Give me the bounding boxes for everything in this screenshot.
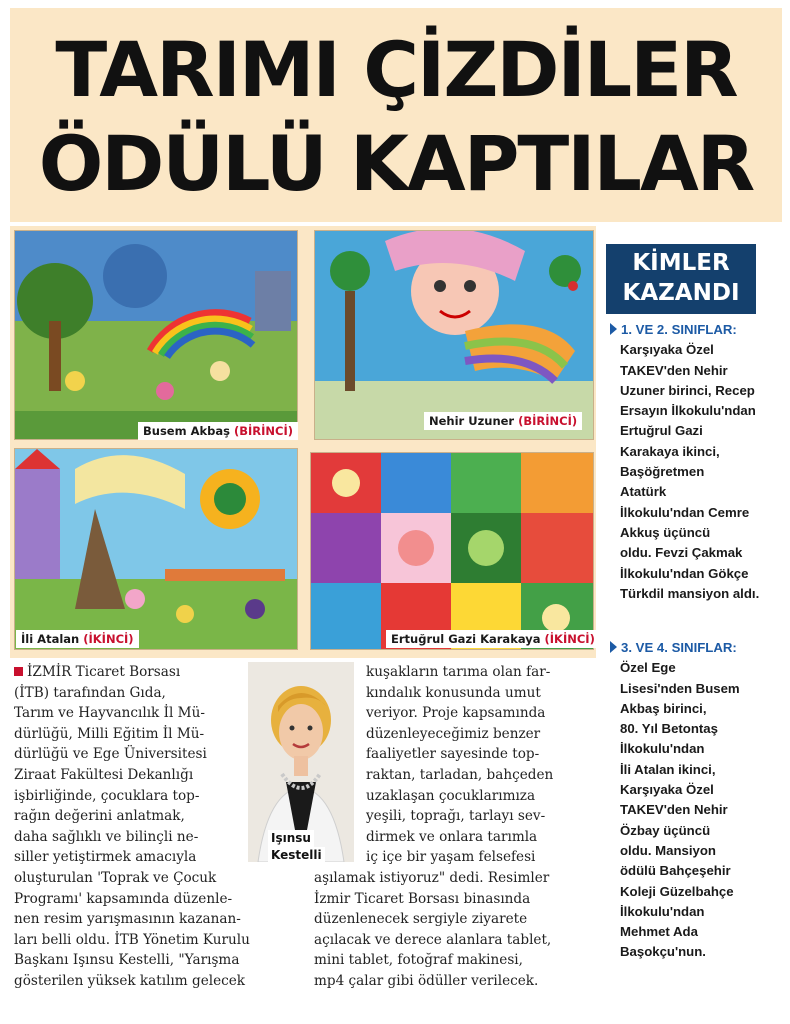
headline-banner [10, 8, 782, 222]
winners-sidebar [606, 234, 774, 1014]
drawing-ili-atalan [14, 448, 298, 650]
triangle-bullet-icon [610, 323, 617, 335]
article-column-2-bottom: aşılamak istiyoruz" dedi. Resimler İzmir Ticaret Borsası binasında düzenlenecek sergiyle ziyarete açılacak ve derece alanlara tablet, mini tablet, fotoğraf makinesi, mp4 çalar gibi ödüller verilecek. [314, 870, 552, 989]
drawing-ertugrul-gazi-karakaya [310, 452, 594, 650]
headline-line-2: ÖDÜLÜ KAPTILAR [38, 119, 754, 208]
winners-sidebar-title: KİMLER KAZANDI [606, 244, 756, 314]
triangle-bullet-icon [610, 641, 617, 653]
drawings-panel [10, 226, 596, 658]
headline-line-1: TARIMI ÇİZDİLER [55, 25, 737, 114]
drawing-busem-akbas [14, 230, 298, 440]
caption-nehir-uzuner: Nehir Uzuner (BİRİNCİ) [424, 412, 582, 430]
article-column-2-top: kuşakların tarıma olan far- kındalık konusunda umut veriyor. Proje kapsamında düzenleyeceğimiz benzer faaliyetler sayesinde top- raktan, tarladan, bahçeden uzaklaşan çocuklarımıza yeşili, toprağı, tarlayı sev- dirmek ve onlara tarımla iç içe bir yaşam felsefesi [366, 664, 554, 866]
article-column-1-top: İZMİR Ticaret Borsası (İTB) tarafından Gıda, Tarım ve Hayvancılık İl Mü- dürlüğü, Milli Eğitim İl Mü- dürlüğü ve Ege Üniversitesi Ziraat Fakültesi Dekanlığı işbirliğinde, çocuklara top- rağın değerini anlatmak, daha sağlıklı ve bilinçli ne- siller yetiştirmek amacıyla [14, 664, 207, 866]
drawing-nehir-uzuner [314, 230, 594, 440]
winners-section-grade-3-4: 3. VE 4. SINIFLAR: Özel Ege Lisesi'nden Busem Akbaş birinci, 80. Yıl Betontaş İlkokulu'ndan İli Atalan ikinci, Karşıyaka Özel TAKEV'den Nehir Özbay üçüncü oldu. Mansiyon ödülü Bahçeşehir Koleji Güzelbahçe İlkokulu'ndan Mehmet Ada Başokçu'nun. [610, 638, 740, 963]
article-column-1-bottom: oluşturulan 'Toprak ve Çocuk Programı' kapsamında düzenle- nen resim yarışmasının kazanan- ları belli oldu. İTB Yönetim Kurulu Başkanı Işınsu Kestelli, "Yarışma gösterilen yüksek katılım gelecek [14, 870, 250, 989]
portrait-caption: Işınsu Kestelli [268, 830, 356, 864]
section-heading: 1. VE 2. SINIFLAR: [610, 320, 759, 340]
winners-section-grade-1-2: 1. VE 2. SINIFLAR: Karşıyaka Özel TAKEV'den Nehir Uzuner birinci, Recep Ersayın İlkokulu'ndan Ertuğrul Gazi Karakaya ikinci, Başöğretmen Atatürk İlkokulu'ndan Cemre Akkuş üçüncü oldu. Fevzi Çakmak İlkokulu'ndan Gökçe Türkdil mansiyon aldı. [610, 320, 759, 604]
caption-ertugrul-gazi-karakaya: Ertuğrul Gazi Karakaya (İKİNCİ) [386, 630, 600, 648]
section-heading: 3. VE 4. SINIFLAR: [610, 638, 740, 658]
caption-ili-atalan: İli Atalan (İKİNCİ) [16, 630, 139, 648]
caption-busem-akbas: Busem Akbaş (BİRİNCİ) [138, 422, 298, 440]
red-square-bullet-icon [14, 667, 23, 676]
